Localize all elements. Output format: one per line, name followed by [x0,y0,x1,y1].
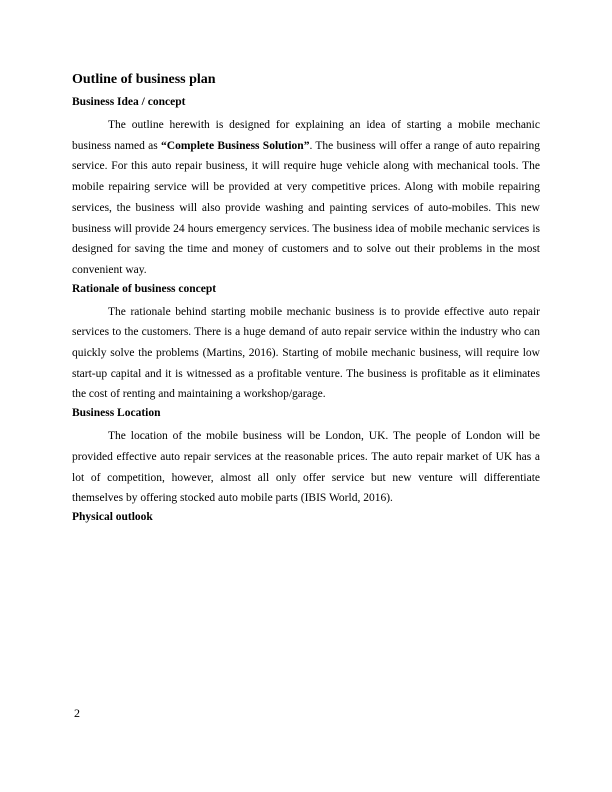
page-title: Outline of business plan [72,72,216,87]
document-body [72,71,540,530]
paragraph-business-idea [72,115,540,281]
business-name-bold: “Complete Business Solution” [161,139,310,152]
paragraph-business-idea-text-end: . The business will offer a range of auto repairing service. For this auto repair business, it will require huge vehicle along with mechanical tools. The mobile repairing service will be provided at very competitive prices. Along with mobile repairing services, the business will also provide washing and painting services of auto-mobiles. This new business will provide 24 hours emergency services. The business idea of mobile mechanic services is designed for saving the time and money of customers and to solve out their problems in the most convenient way. [72,139,541,276]
paragraph-business-location: The location of the mobile business will be London, UK. The people of London will be provided effective auto repair services at the reasonable prices. The auto repair market of UK has a lot of competition, however, almost all only offer service but new venture will differentiate themselves by offering stocked auto mobile parts (IBIS World, 2016). [72,430,540,505]
paragraph-business-idea-text-start: The outline herewith is designed for explaining an idea of starting a mobile mechanic business named as [72,119,540,152]
section-heading-rationale: Rationale of business concept [72,282,217,295]
page-number: 2 [74,706,80,720]
section-heading-physical-outlook: Physical outlook [72,510,153,523]
section-heading-business-idea: Business Idea / concept [72,96,186,108]
paragraph-rationale: The rationale behind starting mobile mechanic business is to provide effective auto repair services to the customers. There is a huge demand of auto repair service within the industry who can quickly solve the problems (Martins, 2016). Starting of mobile mechanic business, will require low start-up capital and it is witnessed as a profitable venture. The business is profitable as it eliminates the cost of renting and maintaining a workshop/garage. [72,305,540,401]
section-heading-business-location: Business Location [72,407,161,420]
